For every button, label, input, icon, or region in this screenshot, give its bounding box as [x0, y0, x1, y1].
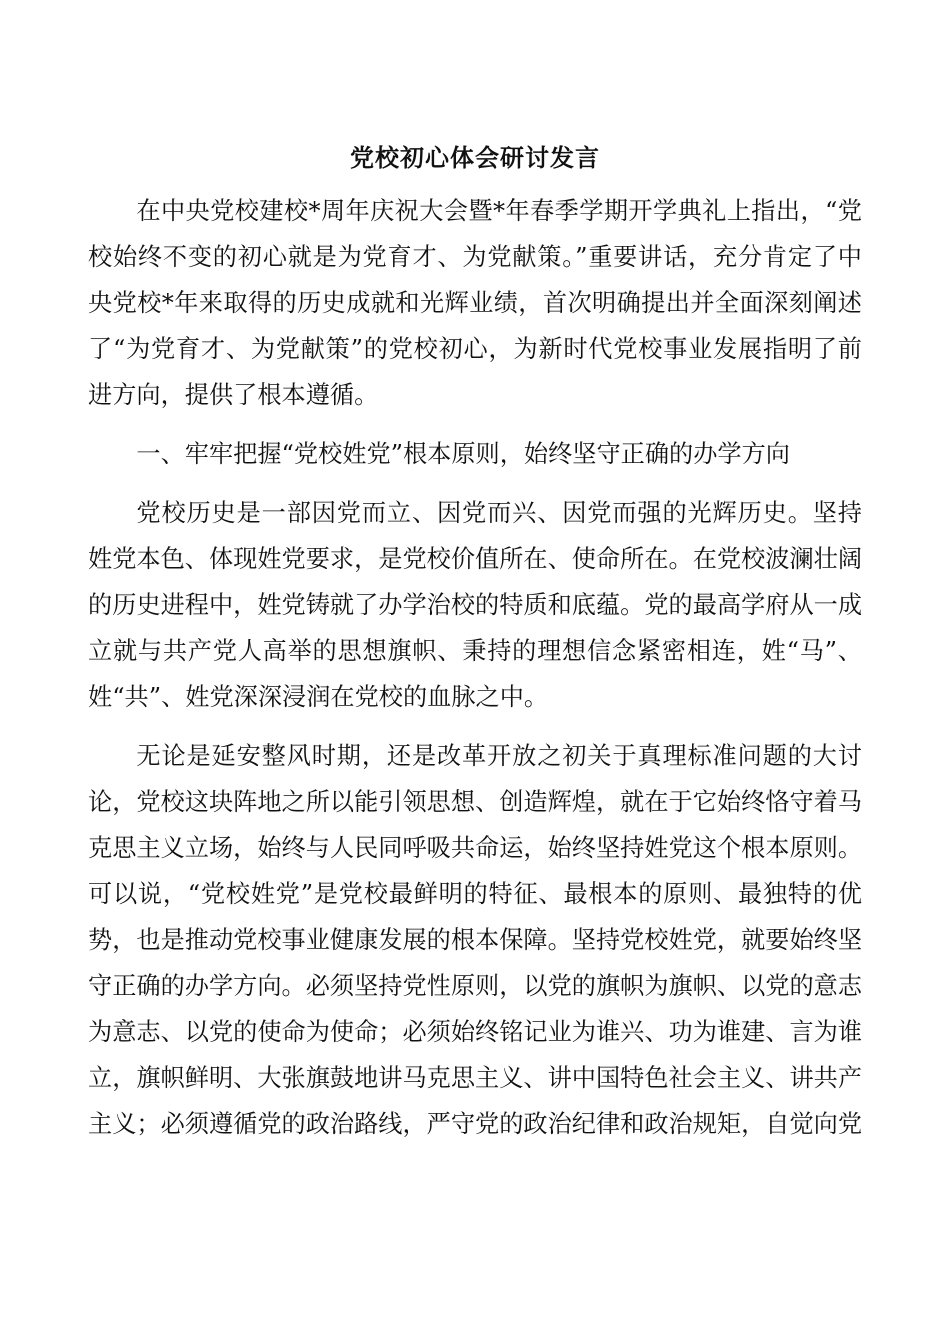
paragraph-principle: 无论是延安整风时期，还是改革开放之初关于真理标准问题的大讨论，党校这块阵地之所以能引领思想、创造辉煌，就在于它始终恪守着马克思主义立场，始终与人民同呼吸共命运，始终坚持姓党这个根本原则。可以说，“党校姓党”是党校最鲜明的特征、最根本的原则、最独特的优势，也是推动党校事业健康发展的根本保障。坚持党校姓党，就要始终坚守正确的办学方向。必须坚持党性原则，以党的旗帜为旗帜、以党的意志为意志、以党的使命为使命；必须始终铭记业为谁兴、功为谁建、言为谁立，旗帜鲜明、大张旗鼓地讲马克思主义、讲中国特色社会主义、讲共产主义；必须遵循党的政治路线，严守党的政治纪律和政治规矩，自觉向党 [88, 742, 863, 1138]
document-body [88, 188, 862, 1160]
document-title: 党校初心体会研讨发言 [350, 143, 600, 172]
paragraph-party-history: 党校历史是一部因党而立、因党而兴、因党而强的光辉历史。坚持姓党本色、体现姓党要求，是党校价值所在、使命所在。在党校波澜壮阔的历史进程中，姓党铸就了办学治校的特质和底蕴。党的最高学府从一成立就与共产党人高举的思想旗帜、秉持的理想信念紧密相连，姓“马”、姓“共”、姓党深深浸润在党校的血脉之中。 [88, 499, 863, 711]
paragraph-intro: 在中央党校建校*周年庆祝大会暨*年春季学期开学典礼上指出，“党校始终不变的初心就是为党育才、为党献策。”重要讲话，充分肯定了中央党校*年来取得的历史成就和光辉业绩，首次明确提出并全面深刻阐述了“为党育才、为党献策”的党校初心，为新时代党校事业发展指明了前进方向，提供了根本遵循。 [88, 197, 862, 409]
section-heading-1: 一、牢牢把握“党校姓党”根本原则，始终坚守正确的办学方向 [136, 440, 790, 468]
